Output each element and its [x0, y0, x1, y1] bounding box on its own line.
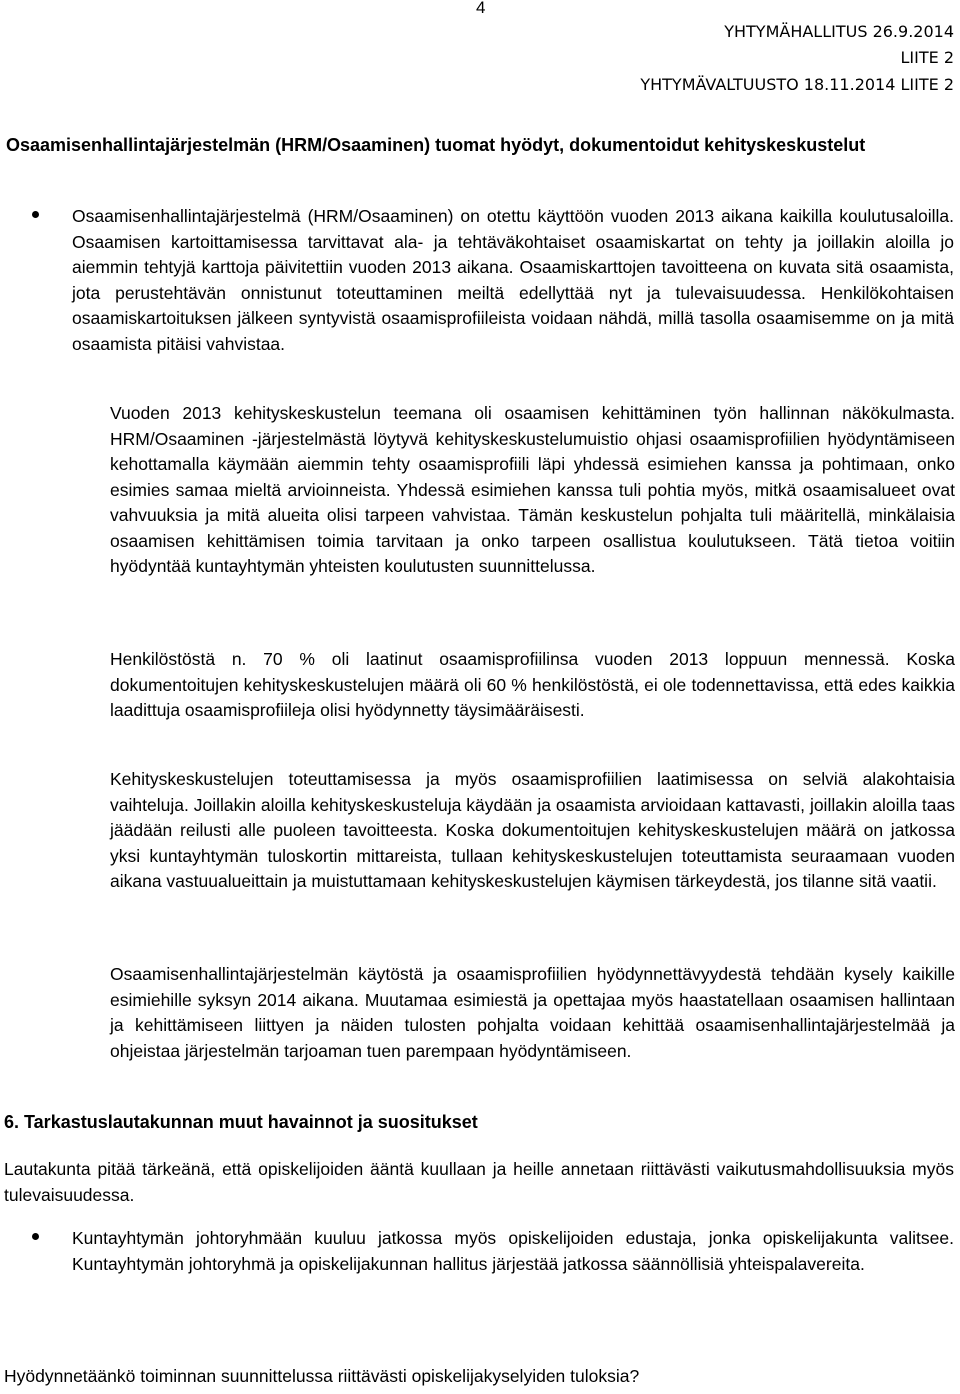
paragraph-variation: Kehityskeskustelujen toteuttamisessa ja myös osaamisprofiilien laatimisessa on selviä alakohtaisia vaihteluja. Joillakin aloilla kehityskeskusteluja käydään ja osaamista arvioidaan kattavasti, joillakin aloilla taas jäädään reilusti alle puoleen tavoitteesta. Koska dokumentoitujen kehityskeskustelujen määrä on jatkossa yksi kuntayhtymän tuloskortin mittareista, tullaan kehityskeskustelujen toteuttamista seuraamaan vuoden aikana vastuualueittain ja muistuttamaan kehityskeskustelujen käymisen tärkeydestä, jos tilanne sitä vaatii. — [110, 769, 955, 891]
paragraph-theme-2013: Vuoden 2013 kehityskeskustelun teemana oli osaamisen kehittäminen työn hallinnan näkökulmasta. HRM/Osaaminen -järjestelmästä löytyvä kehityskeskustelumuistio ohjasi osaamisprofiilien hyödyntämiseen kehottamalla käymään aiemmin tehty osaamisprofiili läpi yhdessä esimiehen kanssa ja pohtimaan, onko esimies samaa mieltä arvioinneista. Yhdessä esimiehen kanssa tuli pohtia myös, mitkä osaamisalueet ovat vahvuuksia ja mitä alueita olisi tarpeen vahvistaa. Tämän keskustelun pohjalta tuli määritellä, minkälaisia osaamisen kehittämisen toimia tarvitaan ja onko tarpeen osallistua koulutukseen. Tätä tietoa voitiin hyödyntää kuntayhtymän yhteisten koulutusten suunnittelussa. — [110, 403, 955, 576]
section-6-heading: 6. Tarkastuslautakunnan muut havainnot ja suositukset — [4, 1112, 478, 1132]
paragraph-staff-percentage: Henkilöstöstä n. 70 % oli laatinut osaamisprofiilinsa vuoden 2013 loppuun mennessä. Koska dokumentoitujen kehityskeskustelujen määrä oli 60 % henkilöstöstä, ei ole todennettavissa, että edes kaikkia laadittuja osaamisprofiileja olisi hyödynnetty täysimääräisesti. — [110, 649, 955, 720]
footer-question: Hyödynnetäänkö toiminnan suunnittelussa riittävästi opiskelijakyselyiden tuloksia? — [4, 1366, 640, 1386]
bullet-item-hrm: Osaamisenhallintajärjestelmä (HRM/Osaaminen) on otettu käyttöön vuoden 2013 aikana kaikilla koulutusaloilla. Osaamisen kartoittamisessa tarvittavat ala- ja tehtäväkohtaiset osaamiskartat on tehty ja joillakin aloilla jo aiemmin tehtyjä karttoja päivitettiin vuoden 2013 aikana. Osaamiskarttojen tavoitteena on kuvata sitä osaamista, jota perustehtävän onnistunut toteuttaminen meiltä edellyttää nyt ja tulevaisuudessa. Henkilökohtaisen osaamiskartoituksen jälkeen syntyvistä osaamisprofiileista voidaan nähdä, millä tasolla osaamisemme on ja mitä osaamista pitäisi vahvistaa. — [72, 206, 954, 354]
header-line-3: YHTYMÄVALTUUSTO 18.11.2014 LIITE 2 — [640, 75, 954, 94]
page-number: 4 — [476, 0, 486, 17]
header-line-1: YHTYMÄHALLITUS 26.9.2014 — [724, 22, 954, 41]
bullet-item-student-rep: Kuntayhtymän johtoryhmään kuuluu jatkossa myös opiskelijoiden edustaja, jonka opiskelijakunta valitsee. Kuntayhtymän johtoryhmä ja opiskelijakunnan hallitus järjestää jatkossa säännöllisiä yhteispalavereita. — [72, 1228, 954, 1274]
header-line-2: LIITE 2 — [900, 48, 954, 67]
section-title: Osaamisenhallintajärjestelmän (HRM/Osaaminen) tuomat hyödyt, dokumentoidut kehityskeskustelut — [6, 135, 866, 155]
bullet-dot — [32, 1233, 39, 1240]
bullet-dot — [32, 211, 39, 218]
section-6-paragraph: Lautakunta pitää tärkeänä, että opiskelijoiden ääntä kuullaan ja heille annetaan riittävästi vaikutusmahdollisuuksia myös tulevaisuudessa. — [4, 1159, 954, 1205]
paragraph-survey: Osaamisenhallintajärjestelmän käytöstä ja osaamisprofiilien hyödynnettävyydestä tehdään kysely kaikille esimiehille syksyn 2014 aikana. Muutamaa esimiestä ja opettajaa myös haastatellaan osaamisen hallintaan ja kehittämiseen liittyen ja näiden tulosten pohjalta voidaan kehittää osaamisenhallintajärjestelmää ja ohjeistaa järjestelmän tarjoaman tuen parempaan hyödyntämiseen. — [110, 964, 955, 1061]
